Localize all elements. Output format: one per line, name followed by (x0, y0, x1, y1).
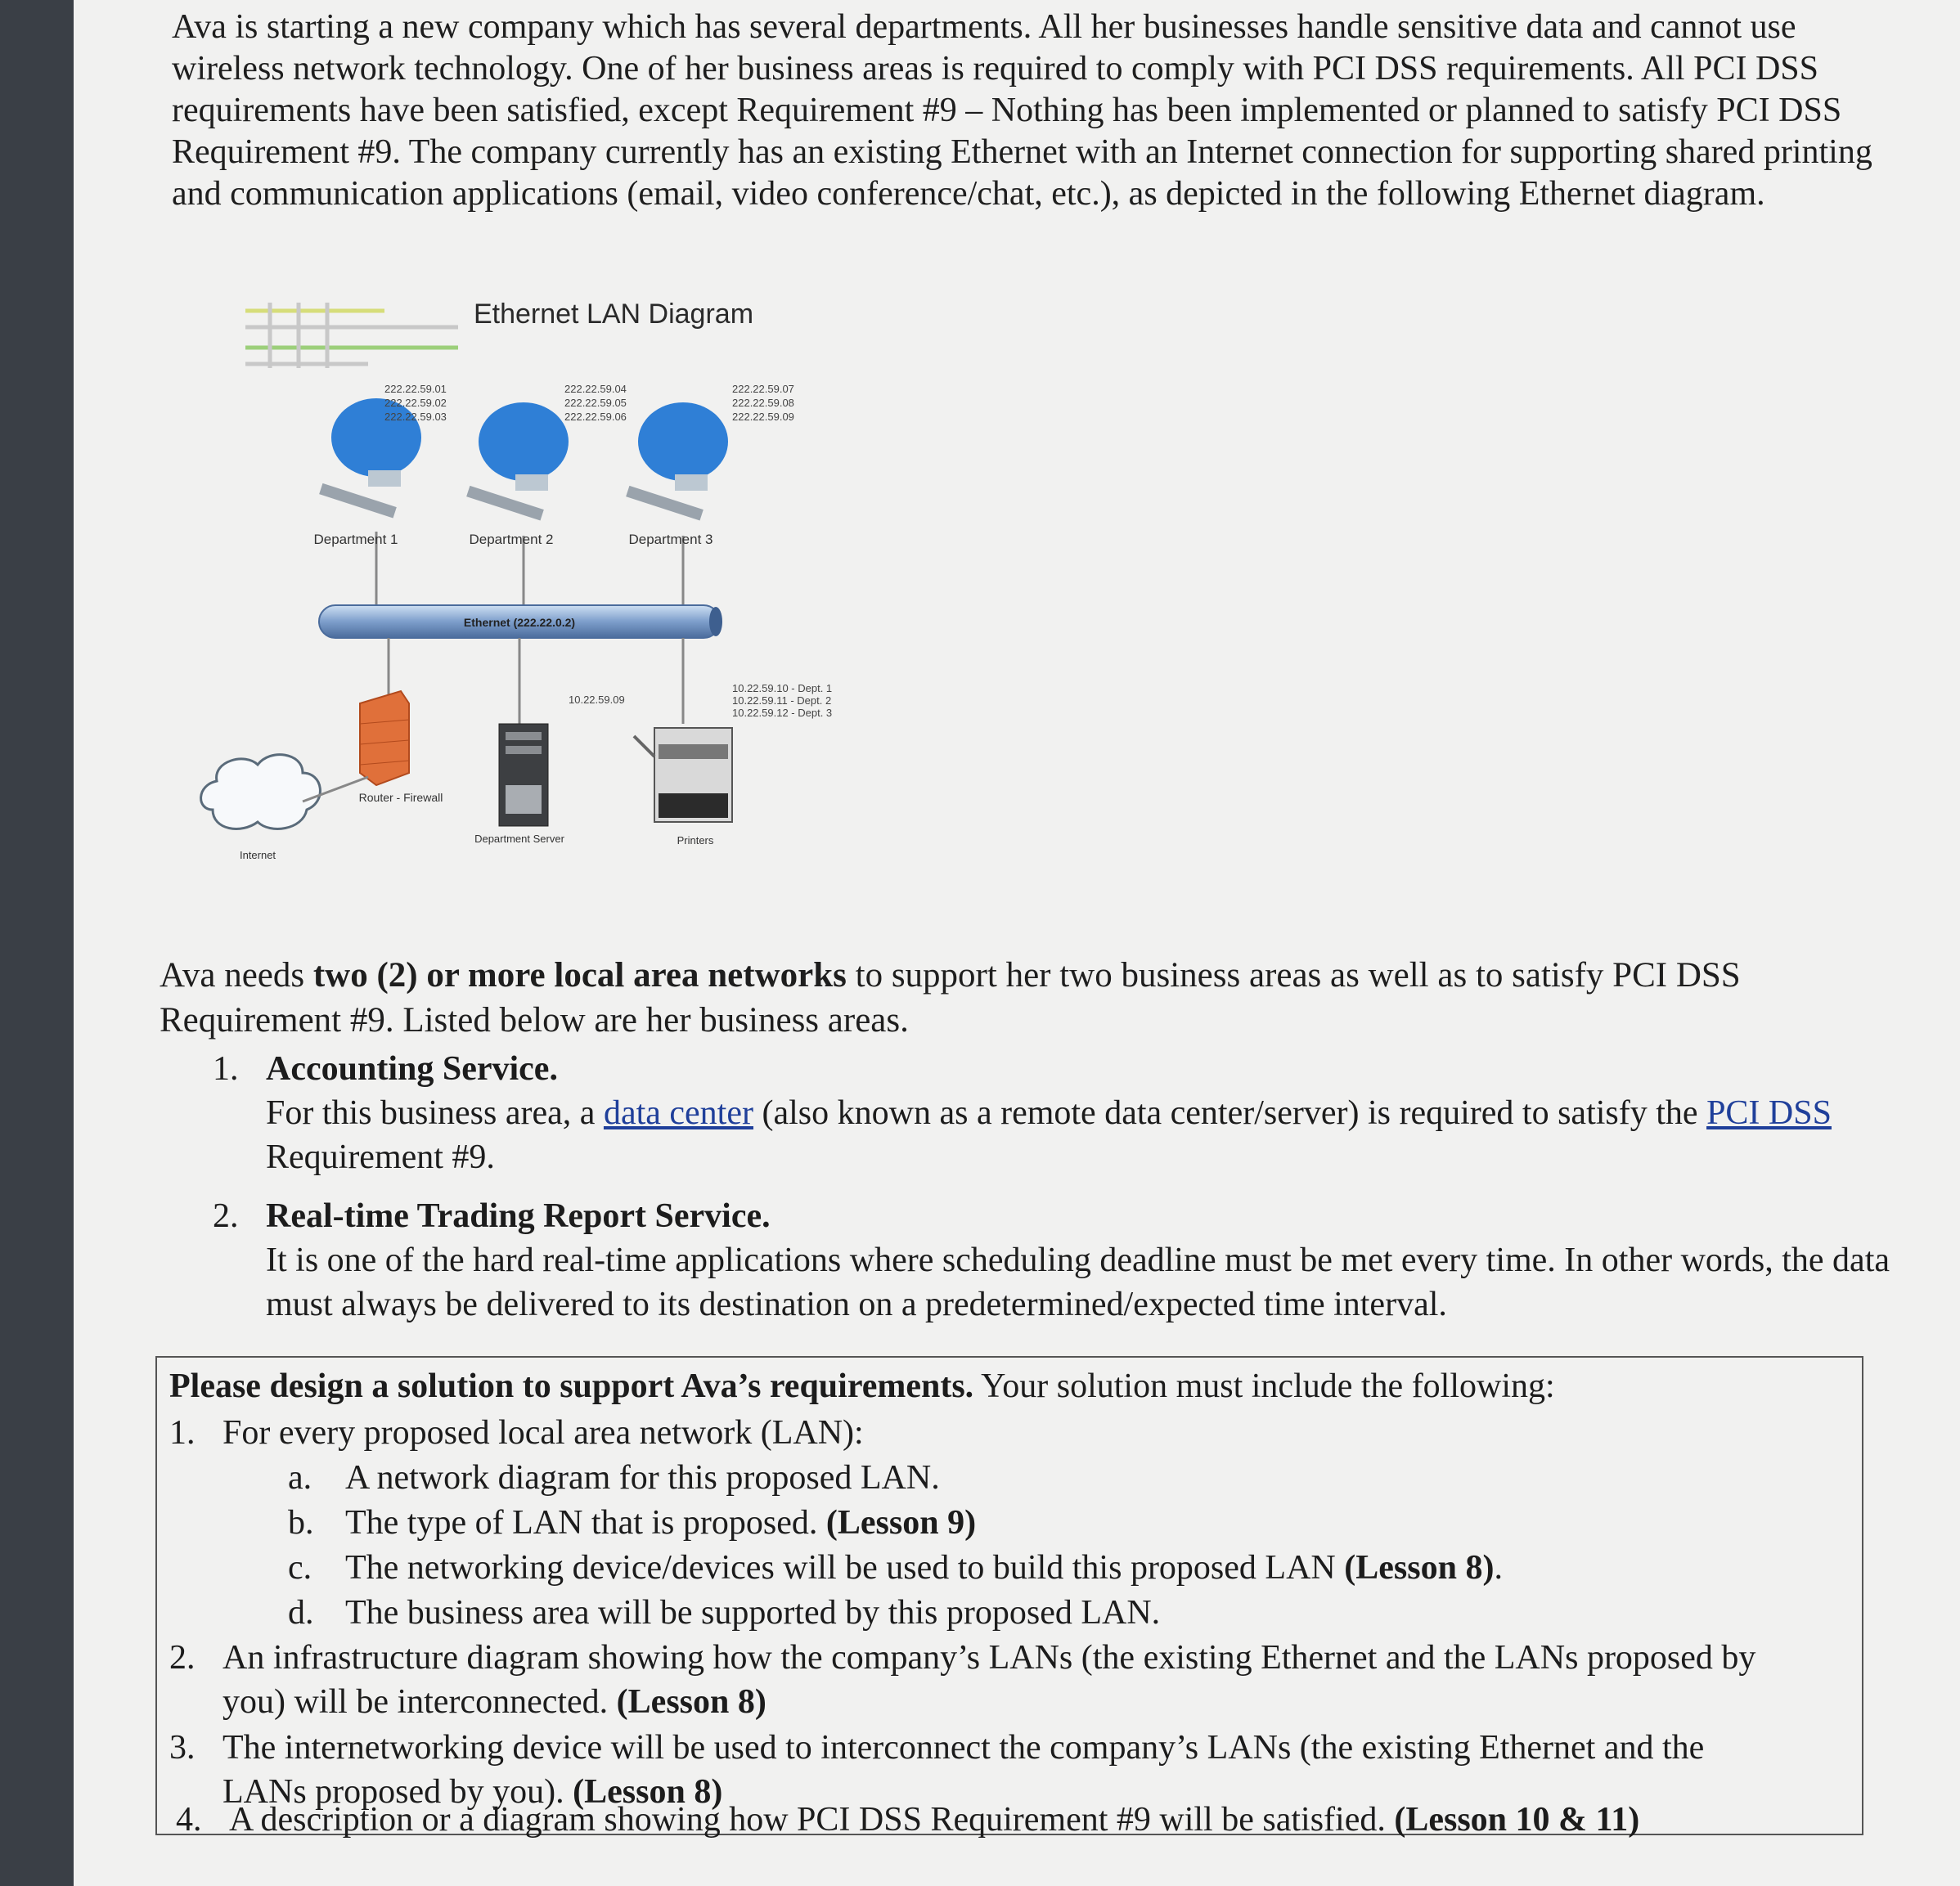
server-label: Department Server (474, 833, 564, 845)
decorative-lines (245, 303, 458, 368)
department-3-ip: 222.22.59.08 (732, 397, 794, 409)
task-text: The type of LAN that is proposed. (345, 1504, 826, 1542)
task-item (176, 1798, 1640, 1842)
department-3 (626, 383, 794, 605)
business-area-title: Accounting Service. (266, 1050, 558, 1088)
list-number: 3. (169, 1729, 196, 1767)
firewall-icon (360, 691, 409, 785)
department-2-ip: 222.22.59.04 (564, 383, 627, 395)
keyboard-icon (466, 486, 544, 521)
router-firewall-label: Router - Firewall (358, 791, 443, 804)
needs-bold: two (2) or more local area networks (312, 956, 847, 995)
needs-post: to support her two business areas as well as to satisfy PCI DSS Requirement #9. Listed below are her business areas. (160, 956, 1741, 1040)
needs-pre: Ava needs (160, 956, 313, 995)
list-number: d. (288, 1594, 314, 1632)
printers-label: Printers (677, 834, 714, 846)
task-text: The internetworking device will be used to interconnect the company’s LANs (the existing Ethernet and the LANs proposed by you). (223, 1729, 1705, 1811)
department-3-ip: 222.22.59.07 (732, 383, 794, 395)
keyboard-icon (626, 486, 704, 521)
printer-ip: 10.22.59.11 - Dept. 2 (732, 694, 832, 707)
lesson-ref: (Lesson 8) (616, 1683, 766, 1721)
router-firewall (359, 691, 443, 804)
lesson-ref: (Lesson 10 & 11) (1394, 1801, 1640, 1839)
diagram-title: Ethernet LAN Diagram (473, 299, 754, 330)
server-ip: 10.22.59.09 (569, 694, 625, 706)
task-box (155, 1356, 1863, 1835)
area-desc: Requirement #9. (266, 1138, 495, 1176)
printer-ip: 10.22.59.10 - Dept. 1 (732, 682, 833, 694)
keyboard-icon (319, 483, 397, 519)
task-item (169, 1636, 1789, 1724)
list-number: 1. (213, 1050, 239, 1088)
department-3-label: Department 3 (628, 532, 713, 547)
area-desc: For this business area, a (266, 1094, 604, 1132)
monitor-icon (638, 402, 728, 481)
needs-paragraph (160, 953, 1902, 1043)
list-number: a. (288, 1459, 312, 1497)
business-area-title: Real-time Trading Report Service. (266, 1197, 771, 1235)
department-server (474, 694, 625, 845)
task-lead (169, 1364, 1555, 1408)
internet-label: Internet (239, 849, 276, 861)
department-1-ip: 222.22.59.02 (384, 397, 447, 409)
department-2-ip: 222.22.59.05 (564, 397, 627, 409)
task-text: The networking device/devices will be used to build this proposed LAN (345, 1549, 1345, 1587)
internet-cloud (201, 755, 368, 861)
department-1 (314, 383, 447, 605)
task-subitem (288, 1501, 977, 1545)
ethernet-backbone (319, 605, 722, 638)
task-lead-rest: Your solution must include the following: (973, 1367, 1555, 1405)
task-subitem (288, 1456, 940, 1500)
document-page (74, 0, 1960, 1886)
business-area-2 (213, 1194, 1914, 1327)
task-subitem (288, 1591, 1161, 1635)
lesson-ref: (Lesson 9) (825, 1504, 977, 1542)
department-3-ip: 222.22.59.09 (732, 411, 794, 423)
department-1-ip: 222.22.59.01 (384, 383, 447, 395)
area-desc: (also known as a remote data center/server) is required to satisfy the (753, 1094, 1707, 1132)
task-item (169, 1411, 864, 1455)
department-2-label: Department 2 (469, 532, 554, 547)
pci-dss-link[interactable]: PCI DSS (1706, 1094, 1832, 1132)
list-number: 2. (169, 1639, 196, 1677)
list-number: 1. (169, 1414, 196, 1452)
list-number: 4. (176, 1801, 202, 1839)
printer-ip: 10.22.59.12 - Dept. 3 (732, 707, 833, 719)
task-text: For every proposed local area network (LAN): (223, 1414, 864, 1452)
monitor-icon (479, 402, 569, 481)
cloud-icon (201, 755, 321, 829)
task-text: An infrastructure diagram showing how the company’s LANs (the existing Ethernet and the LANs proposed by you) will be interconnected. (223, 1639, 1756, 1721)
department-1-label: Department 1 (313, 532, 398, 547)
business-area-1 (213, 1047, 1914, 1179)
department-2 (466, 383, 627, 605)
department-2-ip: 222.22.59.06 (564, 411, 627, 423)
list-number: 2. (213, 1197, 239, 1235)
area-desc: It is one of the hard real-time applications where scheduling deadline must be met every time. In other words, the data must always be delivered to its destination on a predetermined/expected time interval. (266, 1242, 1890, 1323)
lesson-ref: (Lesson 8) (1344, 1549, 1495, 1587)
task-text-tail: . (1494, 1549, 1503, 1587)
backbone-label: Ethernet (222.22.0.2) (463, 616, 576, 629)
task-text: The business area will be supported by this proposed LAN. (345, 1594, 1161, 1632)
task-lead-bold: Please design a solution to support Ava’s requirements. (169, 1367, 974, 1405)
department-1-ip: 222.22.59.03 (384, 411, 447, 423)
task-text: A network diagram for this proposed LAN. (345, 1459, 940, 1497)
printers (634, 682, 832, 846)
lesson-ref: (Lesson 8) (573, 1773, 723, 1811)
task-text: A description or a diagram showing how PCI DSS Requirement #9 will be satisfied. (229, 1801, 1395, 1839)
ethernet-lan-diagram (164, 278, 1227, 916)
list-number: c. (288, 1549, 312, 1587)
intro-paragraph: Ava is starting a new company which has several departments. All her businesses handle sensitive data and cannot use wireless network technology. One of her business areas is required to comply with PCI DSS requirements. All PCI DSS requirements have been satisfied, except Requirement #9 – Nothing has been implemented or planned to satisfy PCI DSS Requirement #9. The company currently has an existing Ethernet with an Internet connection for supporting shared printing and communication applications (email, video conference/chat, etc.), as depicted in the following Ethernet diagram. (172, 8, 1872, 213)
list-number: b. (288, 1504, 314, 1542)
data-center-link[interactable]: data center (603, 1094, 753, 1132)
task-subitem (288, 1546, 1503, 1590)
